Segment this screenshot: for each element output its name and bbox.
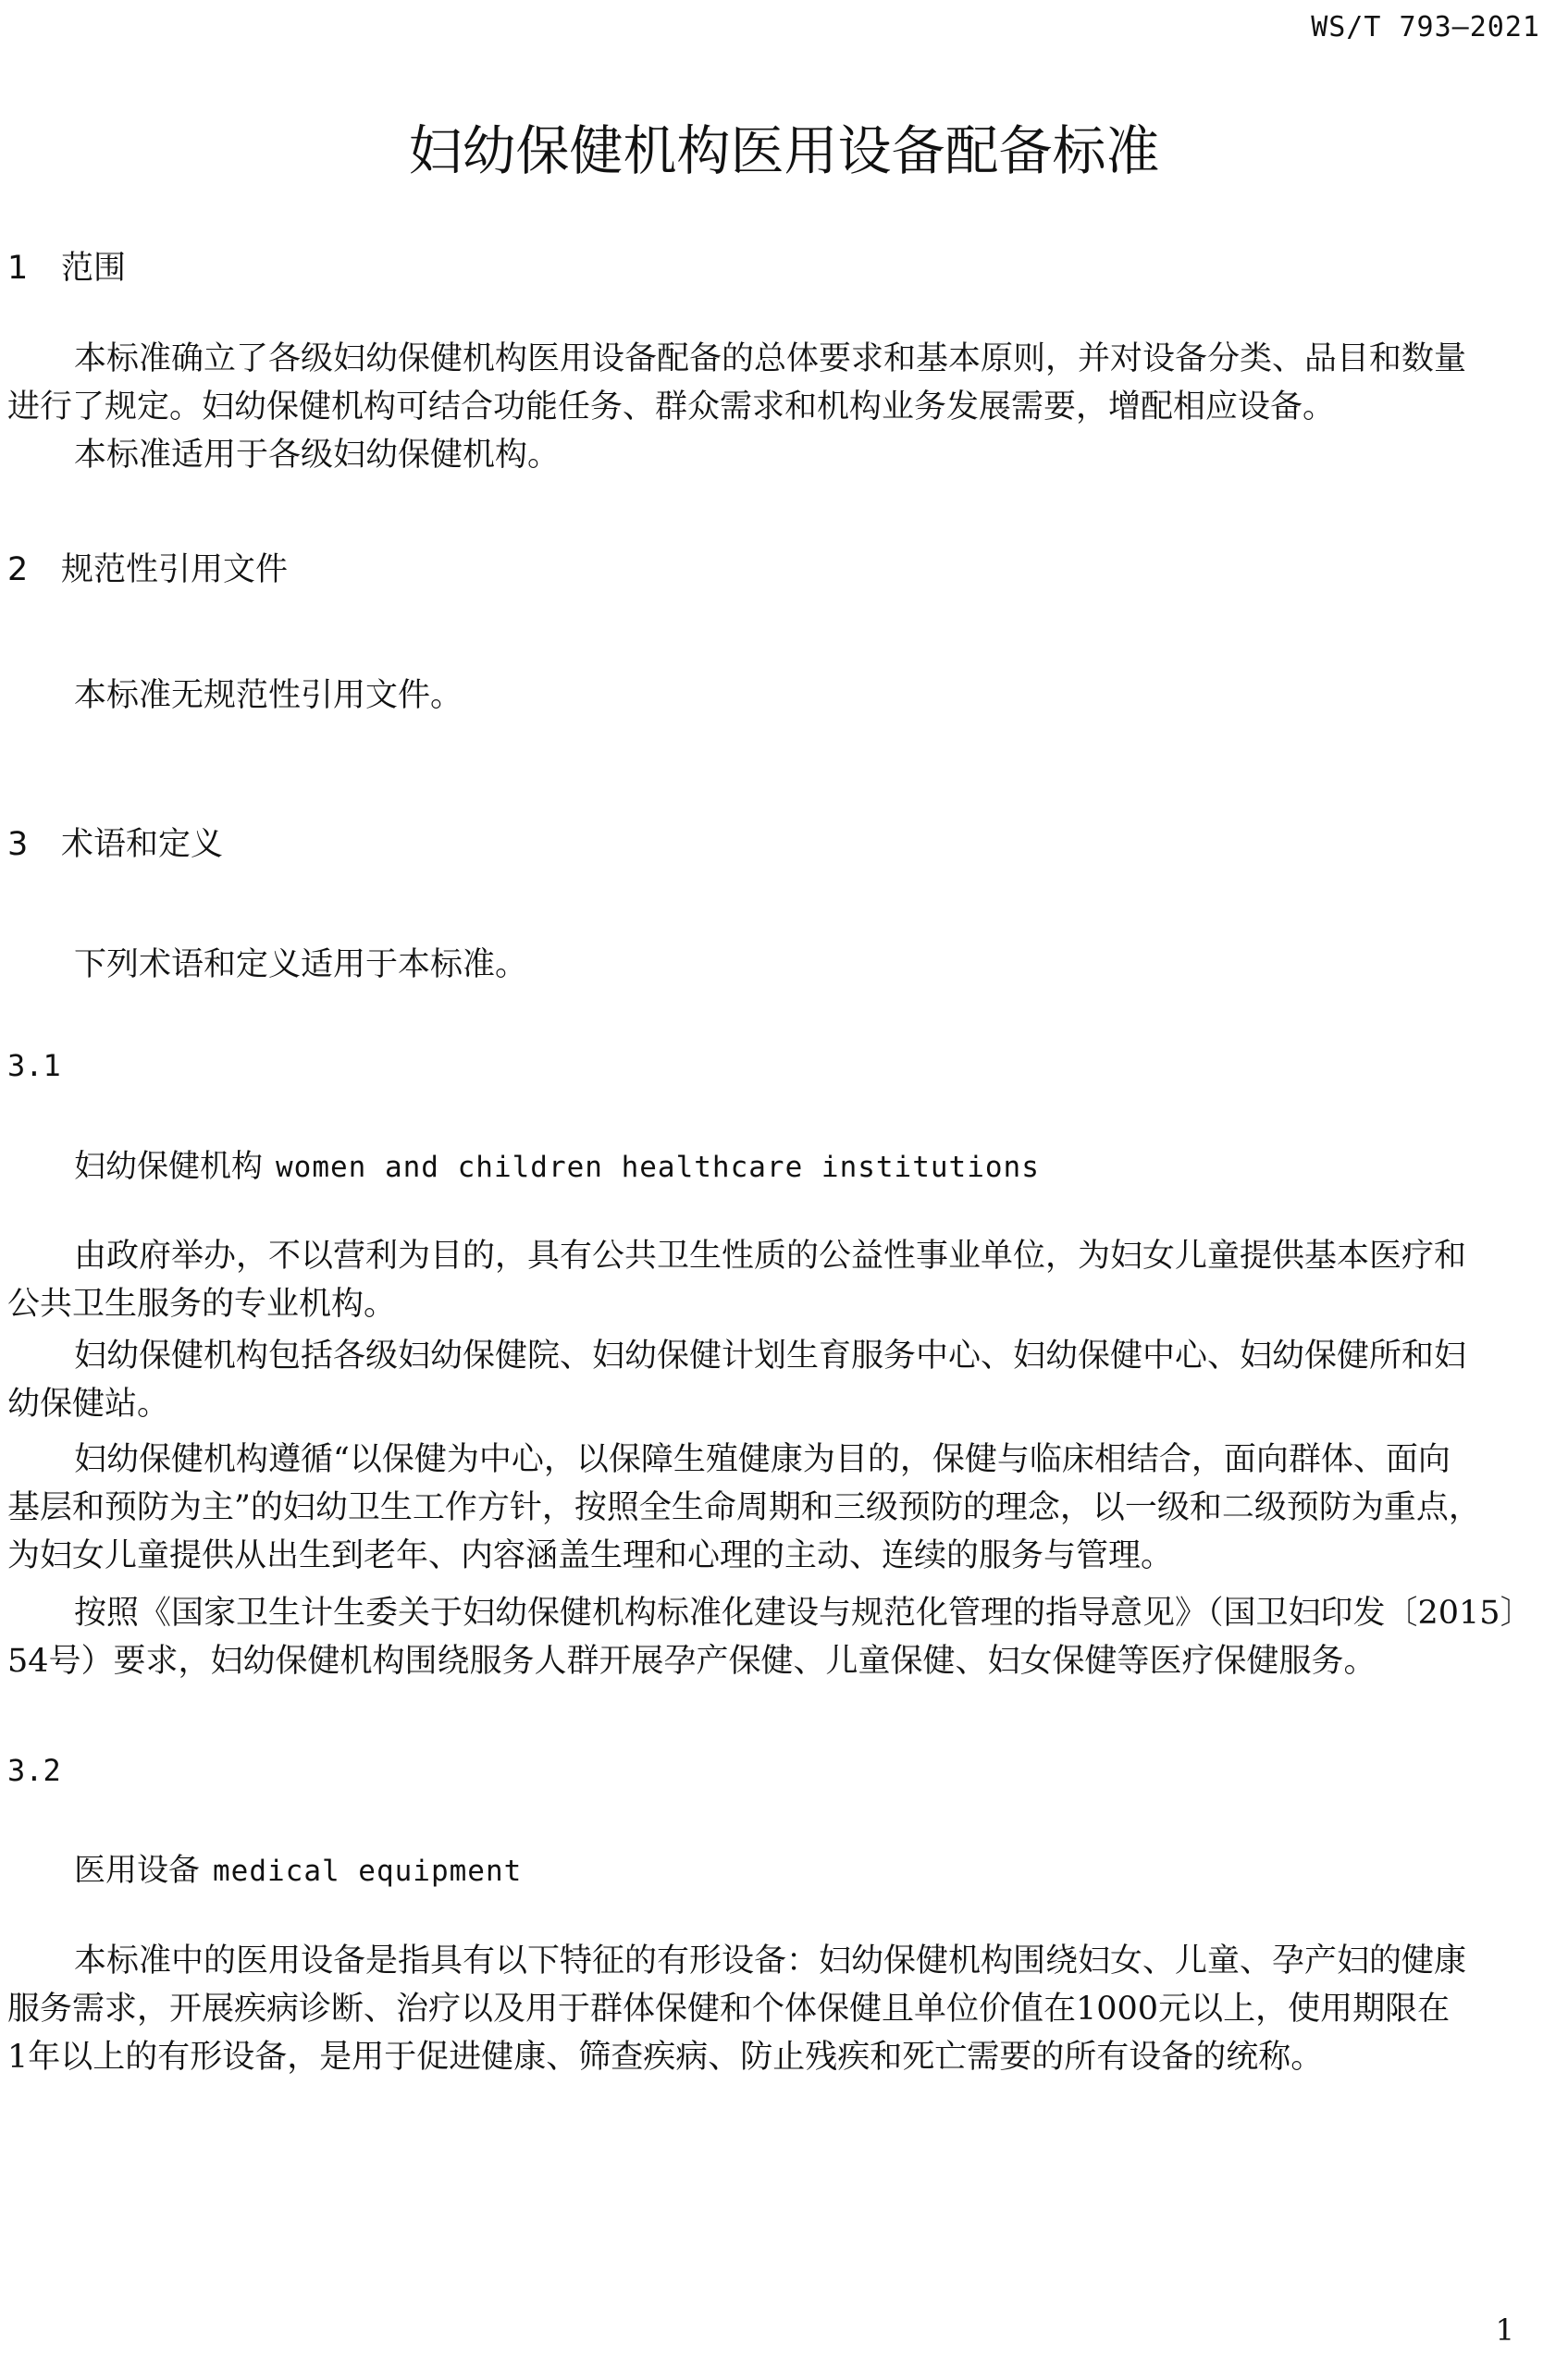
text-line: 下列术语和定义适用于本标准。 xyxy=(74,946,528,983)
paragraph-scope-1 xyxy=(7,335,1543,431)
subsection-number: 3.2 xyxy=(7,1753,61,1788)
section-title: 规范性引用文件 xyxy=(61,551,289,588)
paragraph-terms xyxy=(7,941,1543,989)
text-line: 按照《国家卫生计生委关于妇幼保健机构标准化建设与规范化管理的指导意见》（国卫妇印发〔2015〕 xyxy=(74,1595,1533,1632)
section-number: 2 xyxy=(7,551,29,588)
text-line: 本标准适用于各级妇幼保健机构。 xyxy=(74,437,561,474)
text-line: 为妇女儿童提供从出生到老年、内容涵盖生理和心理的主动、连续的服务与管理。 xyxy=(7,1537,1174,1574)
text-line: 妇幼保健机构遵循“以保健为中心，以保障生殖健康为目的，保健与临床相结合，面向群体、面向 xyxy=(74,1441,1451,1478)
text-line: 由政府举办，不以营利为目的，具有公共卫生性质的公益性事业单位，为妇女儿童提供基本医疗和 xyxy=(74,1238,1467,1275)
section-heading-normative-references xyxy=(7,544,288,590)
text-line: 基层和预防为主”的妇幼卫生工作方针，按照全生命周期和三级预防的理念，以一级和二级预防为重点， xyxy=(7,1489,1481,1526)
text-line: 公共卫生服务的专业机构。 xyxy=(7,1286,397,1323)
paragraph-scope-2 xyxy=(7,431,1543,479)
term-zh: 医用设备 xyxy=(74,1852,200,1889)
text-line: 进行了规定。妇幼保健机构可结合功能任务、群众需求和机构业务发展需要，增配相应设备。 xyxy=(7,388,1336,426)
section-title: 范围 xyxy=(61,250,127,287)
text-line: 本标准中的医用设备是指具有以下特征的有形设备：妇幼保健机构围绕妇女、儿童、孕产妇的健康 xyxy=(74,1942,1467,1980)
text-line: 本标准无规范性引用文件。 xyxy=(74,677,463,714)
standard-code: WS/T 793—2021 xyxy=(1311,11,1540,43)
paragraph-definition-4 xyxy=(7,1589,1543,1685)
paragraph-references xyxy=(7,672,1543,720)
section-heading-scope xyxy=(7,242,126,289)
text-line: 本标准确立了各级妇幼保健机构医用设备配备的总体要求和基本原则，并对设备分类、品目和数量 xyxy=(74,340,1467,377)
subsection-number: 3.1 xyxy=(7,1048,61,1083)
paragraph-definition-2 xyxy=(7,1332,1543,1428)
text-line: 幼保健站。 xyxy=(7,1386,170,1423)
section-heading-terms xyxy=(7,819,223,865)
section-number: 1 xyxy=(7,250,29,287)
paragraph-definition-1 xyxy=(7,1232,1543,1328)
text-line: 54号）要求，妇幼保健机构围绕服务人群开展孕产保健、儿童保健、妇女保健等医疗保健服务。 xyxy=(7,1643,1377,1680)
paragraph-definition-3 xyxy=(7,1436,1543,1580)
term-zh: 妇幼保健机构 xyxy=(74,1148,263,1185)
text-line: 妇幼保健机构包括各级妇幼保健院、妇幼保健计划生育服务中心、妇幼保健中心、妇幼保健所和妇 xyxy=(74,1338,1467,1375)
text-line: 服务需求，开展疾病诊断、治疗以及用于群体保健和个体保健且单位价值在1000元以上，使用期限在 xyxy=(7,1991,1451,2028)
page-title: 妇幼保健机构医用设备配备标准 xyxy=(408,119,1160,182)
term-heading xyxy=(74,1141,1040,1186)
term-en: women and children healthcare institutions xyxy=(276,1151,1040,1184)
term-en: medical equipment xyxy=(213,1855,523,1888)
term-heading xyxy=(74,1844,522,1890)
section-title: 术语和定义 xyxy=(61,826,224,863)
section-number: 3 xyxy=(7,826,29,863)
page-number: 1 xyxy=(1495,2312,1514,2348)
paragraph-medical-equipment xyxy=(7,1937,1543,2081)
text-line: 1年以上的有形设备，是用于促进健康、筛查疾病、防止残疾和死亡需要的所有设备的统称。 xyxy=(7,2039,1324,2076)
